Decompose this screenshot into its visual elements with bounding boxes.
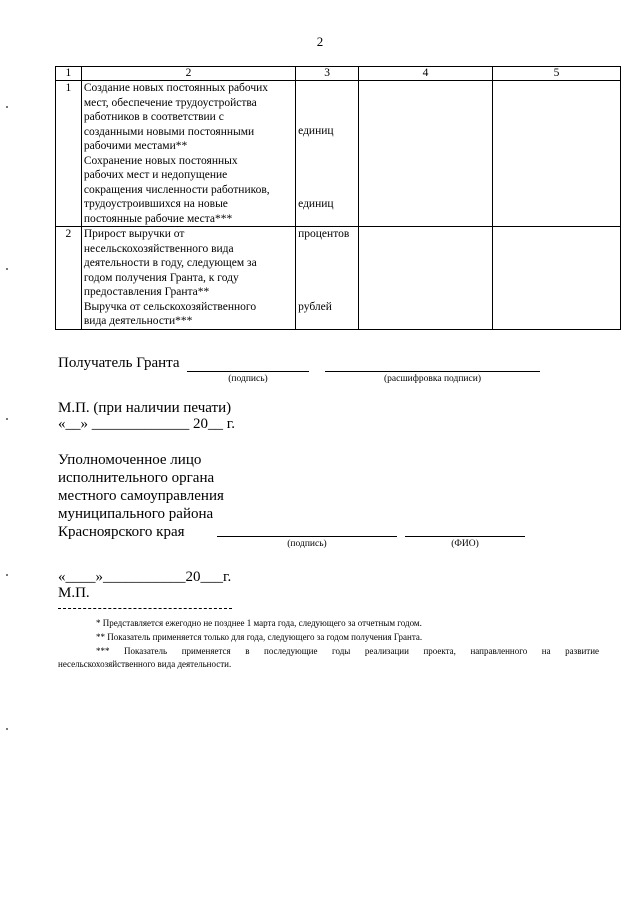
indicator-line: несельскохозяйственного вида [83,242,234,255]
indicator-line: мест, обеспечение трудоустройства [83,96,257,109]
indicator-line: постоянные рабочие места*** [83,212,233,225]
decoding-caption: (расшифровка подписи) [384,374,481,384]
unit-value: единиц [298,197,334,210]
indicator-line: вида деятельности*** [83,315,193,327]
unit-value: единиц [298,125,334,137]
footnote-separator [58,608,232,609]
scan-speck [6,268,8,270]
footnote-2: ** Показатель применяется только для года, следующего за годом получения Гранта. [96,632,423,642]
col-header-5: 5 [492,67,620,81]
indicator-cell [81,81,295,227]
scan-speck [6,574,8,576]
scan-speck [6,728,8,730]
official-line: местного самоуправления [58,488,224,504]
indicator-line: рабочими местами** [83,140,188,152]
date-line: «__» _____________ 20__ г. [58,416,235,432]
official-line: муниципального района [58,506,214,522]
indicator-line: рабочих мест и недопущение [83,169,228,181]
page-number: 2 [316,34,324,49]
value-cell-col5 [492,81,620,227]
indicator-line: трудоустроившихся на новые [83,198,228,210]
stamp-label-2: М.П. [58,585,90,601]
official-line: Уполномоченное лицо [58,452,202,468]
indicator-line: деятельности в году, следующем за [83,257,257,269]
fio-caption: (ФИО) [451,539,479,549]
date-line-2: «____»___________20___г. [58,569,232,585]
footnote-3: *** Показатель применяется в последующие годы реализации проекта, направленного на развитие [96,646,599,656]
decoding-line [325,371,540,372]
table-row [56,227,621,330]
col-header-4: 4 [359,67,493,81]
indicator-cell [81,227,295,330]
unit-value: рублей [298,300,332,313]
table-row [56,81,621,227]
footnote-1: * Представляется ежегодно не позднее 1 марта года, следующего за отчетным годом. [96,618,422,628]
recipient-label: Получатель Гранта [58,355,180,371]
official-line: Красноярского края [58,524,185,540]
official-title [58,451,224,541]
indicator-line: предоставления Гранта** [83,286,210,298]
col-header-3: 3 [296,67,359,81]
row-number: 2 [56,227,82,330]
signature-line [187,371,309,372]
stamp-label: М.П. (при наличии печати) [58,400,232,416]
scan-speck [6,418,8,420]
official-signature-line [217,536,397,537]
indicator-line: работников в соответствии с [83,111,224,123]
unit-cell [296,227,359,330]
indicator-line: годом получения Гранта, к году [83,271,239,284]
row-number: 1 [56,81,82,227]
indicator-line: Создание новых постоянных рабочих [83,82,269,94]
indicator-line: Выручка от сельскохозяйственного [83,300,257,313]
indicator-line: сокращения численности работников, [83,183,270,196]
scan-speck [6,106,8,108]
official-signature-caption: (подпись) [287,539,327,549]
value-cell-col4 [359,227,493,330]
col-header-2: 2 [81,67,295,81]
table-header-row [56,67,621,81]
unit-cell [296,81,359,227]
col-header-1: 1 [56,67,82,81]
footnote-3-cont: несельскохозяйственного вида деятельности. [58,659,232,669]
fio-line [405,536,525,537]
signature-caption: (подпись) [228,374,268,384]
indicator-line: Сохранение новых постоянных [83,154,238,167]
value-cell-col4 [359,81,493,227]
value-cell-col5 [492,227,620,330]
indicator-table [55,66,621,330]
indicator-line: созданными новыми постоянными [83,125,255,138]
indicator-line: Прирост выручки от [83,228,185,240]
official-line: исполнительного органа [58,470,215,486]
unit-value: процентов [298,228,350,240]
